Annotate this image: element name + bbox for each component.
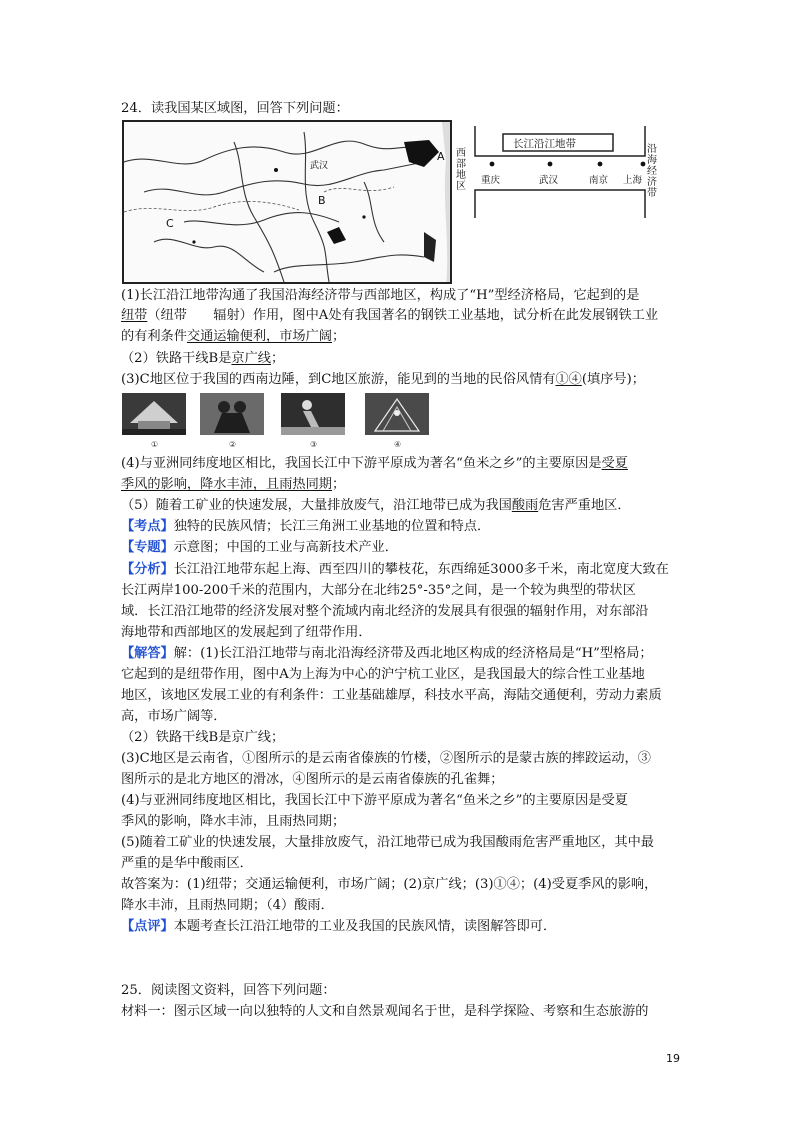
jieda-tag: 【解答】 <box>121 646 174 661</box>
q24-p2-line <box>121 350 284 368</box>
kaodian-text: 独特的民族风情；长江三角洲工业基地的位置和特点． <box>173 519 491 534</box>
region-map <box>122 120 452 284</box>
dianping-tag: 【点评】 <box>121 919 174 934</box>
photo-label-2: ② <box>229 440 237 449</box>
zhuanti-text: 示意图；中国的工业与高新技术产业． <box>173 540 398 555</box>
jieda-line1 <box>121 645 653 663</box>
photo-4-image <box>365 393 429 435</box>
h-economic-diagram <box>455 118 660 226</box>
q24-p1-l3-post: ； <box>332 329 346 344</box>
q24-p2-post: ； <box>270 351 285 366</box>
q24-p1-text: (1)长江沿江地带沟通了我国沿海经济带与西部地区，构成了“H”型经济格局，它起到的是 <box>121 288 640 303</box>
map-label-wuhan: 武汉 <box>310 161 329 171</box>
q24-p1-answer1: 纽带 <box>121 308 148 323</box>
q24-p1-line1 <box>121 287 639 305</box>
answer-summary-line2: 降水丰沛，且雨热同期；（4）酸雨． <box>121 898 334 913</box>
jieda-line11: 严重的是华中酸雨区． <box>121 856 253 871</box>
answer-summary-line1: 故答案为：(1)纽带；交通运输便利，市场广阔；(2)京广线；(3)①④；(4)受夏季风的影响， <box>121 877 658 892</box>
kaodian-tag: 【考点】 <box>121 519 174 534</box>
kaodian-line <box>121 518 490 536</box>
jieda-line7: 图所示的是北方地区的滑冰，④图所示的是云南省傣族的孔雀舞； <box>121 772 504 787</box>
q24-p5-post: 危害严重地区． <box>538 498 631 513</box>
diagram-west-label: 西部地区 <box>456 148 466 192</box>
q25-title: 25．阅读图文资料，回答下列问题： <box>121 983 336 998</box>
jieda-line3: 地区，该地区发展工业的有利条件：工业基础雄厚，科技水平高，海陆交通便利，劳动力素质 <box>121 688 662 703</box>
q25-material1: 材料一：图示区域一向以独特的人文和自然景观闻名于世，是科学探险、考察和生态旅游的 <box>121 1004 649 1019</box>
q24-p1-line3 <box>121 328 345 346</box>
q24-p2-answer: 京广线 <box>231 351 271 366</box>
diagram-city-nanjing: 南京 <box>589 175 609 186</box>
q24-p2-pre: （2）铁路干线B是 <box>121 351 232 366</box>
q24-title: 24．读我国某区域图，回答下列问题： <box>121 101 349 116</box>
photo-label-3: ③ <box>310 440 318 449</box>
jieda-line8: (4)与亚洲同纬度地区相比，我国长江中下游平原成为著名“鱼米之乡”的主要原因是受夏 <box>121 793 628 808</box>
photo-label-4: ④ <box>394 440 402 449</box>
q24-p4-pre: (4)与亚洲同纬度地区相比，我国长江中下游平原成为著名“鱼米之乡”的主要原因是 <box>121 456 602 471</box>
q24-p5-line <box>121 497 631 515</box>
photo-wrestling <box>200 393 264 435</box>
photo-3-image <box>281 393 345 435</box>
diagram-top-label: 长江沿江地带 <box>513 138 576 150</box>
fenxi-line1 <box>121 561 669 579</box>
q24-p4-answer-b: 季风的影响，降水丰沛，且雨热同期 <box>121 477 332 492</box>
q24-p5-pre: （5）随着工矿业的快速发展，大量排放废气，沿江地带已成为我国 <box>121 498 512 513</box>
q24-p3-answer: ①④ <box>555 372 582 387</box>
fenxi-line2: 长江两岸100-200千米的范围内，大部分在北纬25°-35°之间，是一个较为典型的带状区 <box>121 583 636 598</box>
fenxi-line4: 海地带和西部地区的发展起到了纽带作用． <box>121 625 372 640</box>
photo-peacock-dance <box>365 393 429 435</box>
fenxi-tag: 【分析】 <box>121 562 174 577</box>
jieda-line9: 季风的影响，降水丰沛，且雨热同期； <box>121 814 346 829</box>
photo-2-image <box>200 393 264 435</box>
photo-label-1: ① <box>151 440 159 449</box>
dianping-line <box>121 918 556 936</box>
dianping-text: 本题考查长江沿江地带的工业及我国的民族风情，读图解答即可． <box>173 919 557 934</box>
diagram-city-shanghai: 上海 <box>623 175 643 186</box>
jieda-text-first: 解：(1)长江沿江地带与南北沿海经济带及西北地区构成的经济格局是“H”型格局； <box>173 646 653 661</box>
q24-p1-answer2: 交通运输便利，市场广阔 <box>186 329 332 344</box>
jieda-line10: (5)随着工矿业的快速发展，大量排放废气，沿江地带已成为我国酸雨危害严重地区，其中最 <box>121 835 654 850</box>
photo-1-image <box>122 393 186 435</box>
jieda-line5: （2）铁路干线B是京广线； <box>121 730 285 745</box>
zhuanti-tag: 【专题】 <box>121 540 174 555</box>
diagram-city-chongqing: 重庆 <box>481 175 501 186</box>
photo-skating <box>281 393 345 435</box>
q24-p1-l3-pre: 的有利条件 <box>121 329 187 344</box>
jieda-line2: 它起到的是纽带作用，图中A为上海为中心的沪宁杭工业区，是我国最大的综合性工业基地 <box>121 667 645 682</box>
q24-p5-answer: 酸雨 <box>511 498 539 513</box>
q24-p4-line1 <box>121 455 628 473</box>
map-label-a: A <box>437 150 445 163</box>
q24-p4-post: ； <box>332 477 346 492</box>
diagram-coast-label: 沿海经济带 <box>647 144 657 199</box>
zhuanti-line <box>121 539 398 557</box>
jieda-line4: 高，市场广阔等． <box>121 709 227 724</box>
q24-p1-mid: （纽带 辐射）作用，图中A处有我国著名的钢铁工业基地，试分析在此发展钢铁工业 <box>147 308 659 323</box>
map-drawing <box>124 122 452 284</box>
q24-p3-post: (填序号)； <box>581 372 645 387</box>
q24-p4-answer-a: 受夏 <box>601 456 628 471</box>
page-number: 19 <box>666 1052 680 1065</box>
map-label-b: B <box>318 194 326 207</box>
q24-p3-pre: (3)C地区位于我国的西南边陲，到C地区旅游，能见到的当地的民俗风情有 <box>121 372 556 387</box>
q24-p4-line2 <box>121 476 345 494</box>
fenxi-line3: 域．长江沿江地带的经济发展对整个流域内南北经济的发展具有很强的辐射作用，对东部沿 <box>121 604 649 619</box>
photo-bamboo-house <box>122 393 186 435</box>
jieda-line6: (3)C地区是云南省，①图所示的是云南省傣族的竹楼，②图所示的是蒙古族的摔跤运动，③ <box>121 751 651 766</box>
fenxi-text-1: 长江沿江地带东起上海、西至四川的攀枝花，东西绵延3000多千米，南北宽度大致在 <box>173 562 669 577</box>
map-label-c: C <box>166 217 174 230</box>
q24-p1-line2 <box>121 307 658 325</box>
diagram-city-wuhan: 武汉 <box>539 175 559 186</box>
q24-p3-line <box>121 371 645 389</box>
